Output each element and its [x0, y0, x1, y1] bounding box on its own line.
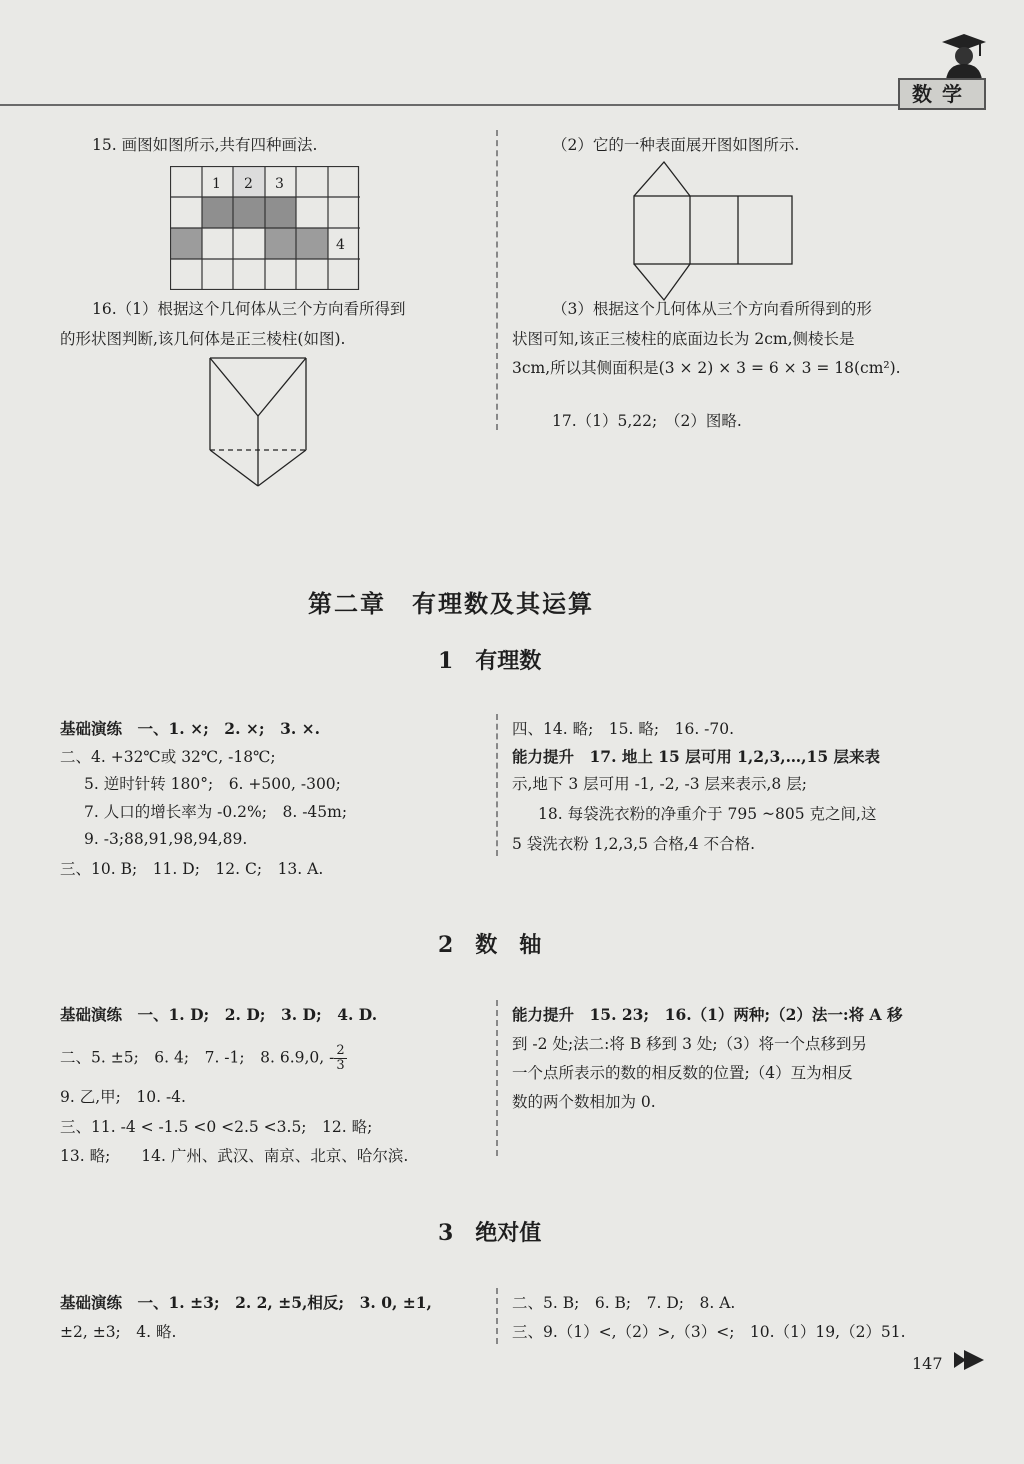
s2-left-line5: 13. 略; 14. 广州、武汉、南京、北京、哈尔滨. — [60, 1147, 409, 1165]
s3-right-line1: 二、5. B; 6. B; 7. D; 8. A. — [512, 1294, 736, 1312]
page-number: 147 — [912, 1354, 943, 1373]
graduate-icon — [936, 28, 988, 80]
section1-title: 1 有理数 — [438, 648, 542, 674]
grid-label-3: 3 — [275, 176, 284, 192]
s1-right-line5: 5 袋洗衣粉 1,2,3,5 合格,4 不合格. — [512, 835, 756, 853]
column-divider-top — [496, 130, 498, 430]
s1-right-line1: 四、14. 略; 15. 略; 16. -70. — [512, 720, 735, 738]
grid-label-2: 2 — [244, 176, 253, 192]
s2-left-line3: 9. 乙,甲; 10. -4. — [60, 1088, 186, 1106]
s1-left-line6: 三、10. B; 11. D; 12. C; 13. A. — [60, 860, 324, 878]
grid-label-1: 1 — [212, 176, 221, 192]
grid-label-4: 4 — [336, 237, 345, 253]
column-divider-s2 — [496, 1000, 498, 1156]
q16-3-line3: 3cm,所以其侧面积是(3 × 2) × 3 = 6 × 3 = 18(cm²). — [512, 359, 901, 377]
q15-text: 15. 画图如图所示,共有四种画法. — [92, 136, 318, 154]
s2-left-line4: 三、11. -4 < -1.5 <0 <2.5 <3.5; 12. 略; — [60, 1118, 373, 1136]
header-rule — [0, 104, 900, 106]
s2-right-line1: 能力提升 15. 23; 16.（1）两种;（2）法一:将 A 移 — [512, 1005, 903, 1024]
subject-tab: 数学 — [898, 78, 986, 110]
fraction-denominator: 3 — [336, 1058, 345, 1073]
s1-left-line2: 二、4. +32℃或 32℃, -18℃; — [60, 748, 276, 766]
s1-left-line1: 基础演练 一、1. ×; 2. ×; 3. ×. — [60, 719, 321, 738]
s1-left-line3: 5. 逆时针转 180°; 6. +500, -300; — [84, 775, 341, 793]
section2-title: 2 数 轴 — [438, 932, 542, 958]
column-divider-s3 — [496, 1288, 498, 1344]
chapter-title: 第二章 有理数及其运算 — [308, 589, 594, 618]
q16-2-text: （2）它的一种表面展开图如图所示. — [552, 136, 800, 154]
grid-figure — [170, 166, 360, 290]
q17-text: 17.（1）5,22; （2）图略. — [552, 412, 742, 430]
forward-arrows-icon — [952, 1348, 986, 1372]
s1-right-line2: 能力提升 17. 地上 15 层可用 1,2,3,…,15 层来表 — [512, 747, 881, 766]
fraction-numerator: 2 — [336, 1043, 345, 1058]
s2-left-line2-text: 二、5. ±5; 6. 4; 7. -1; 8. 6.9,0, - — [60, 1048, 335, 1067]
fraction-two-thirds — [334, 1044, 346, 1073]
s1-left-line4: 7. 人口的增长率为 -0.2%; 8. -45m; — [84, 803, 348, 821]
s2-left-line1: 基础演练 一、1. D; 2. D; 3. D; 4. D. — [60, 1005, 378, 1024]
s3-right-line2: 三、9.（1）<,（2）>,（3）<; 10.（1）19,（2）51. — [512, 1323, 906, 1341]
s2-right-line3: 一个点所表示的数的相反数的位置;（4）互为相反 — [512, 1064, 853, 1082]
s1-right-line4: 18. 每袋洗衣粉的净重介于 795 ~805 克之间,这 — [538, 805, 877, 823]
net-figure — [630, 160, 800, 304]
s2-right-line4: 数的两个数相加为 0. — [512, 1093, 656, 1111]
s2-left-line2 — [60, 1044, 347, 1073]
prism-figure — [208, 354, 308, 488]
section3-title: 3 绝对值 — [438, 1220, 542, 1246]
q16-1-line2: 的形状图判断,该几何体是正三棱柱(如图). — [60, 330, 346, 348]
q16-3-line1: （3）根据这个几何体从三个方向看所得到的形 — [552, 300, 872, 318]
s1-right-line3: 示,地下 3 层可用 -1, -2, -3 层来表示,8 层; — [512, 775, 807, 793]
s3-left-line2: ±2, ±3; 4. 略. — [60, 1323, 177, 1341]
s3-left-line1: 基础演练 一、1. ±3; 2. 2, ±5,相反; 3. 0, ±1, — [60, 1293, 432, 1312]
column-divider-s1 — [496, 714, 498, 856]
q16-1-line1: 16.（1）根据这个几何体从三个方向看所得到 — [92, 300, 406, 318]
s1-left-line5: 9. -3;88,91,98,94,89. — [84, 830, 248, 848]
q16-3-line2: 状图可知,该正三棱柱的底面边长为 2cm,侧棱长是 — [512, 330, 855, 348]
s2-right-line2: 到 -2 处;法二:将 B 移到 3 处;（3）将一个点移到另 — [512, 1035, 867, 1053]
